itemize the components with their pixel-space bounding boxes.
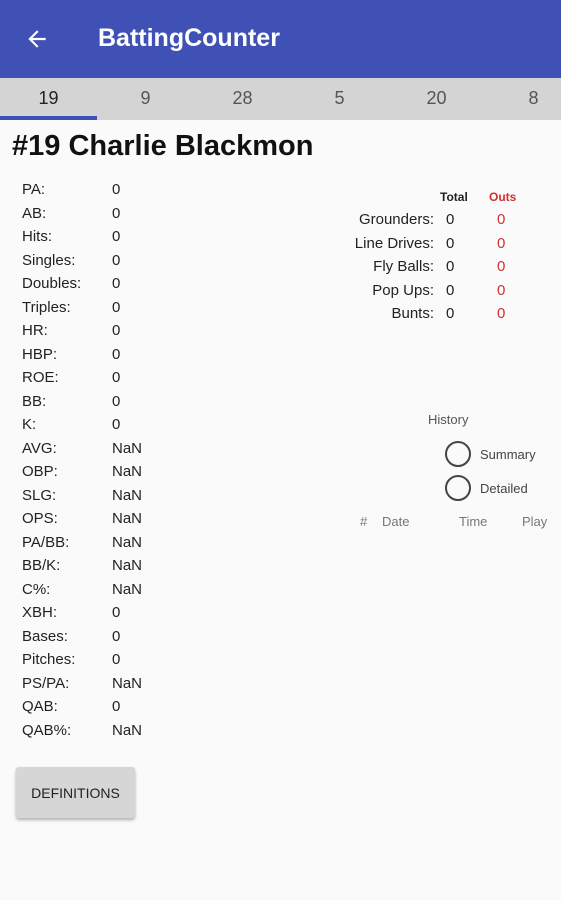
batted-ball-row [340,208,561,232]
batted-ball-label: Grounders: [358,211,434,229]
radio-detailed-label: Detailed [480,480,528,496]
stat-value: 0 [112,298,121,316]
history-columns [358,514,561,532]
stat-value: 0 [112,627,121,645]
radio-summary-label: Summary [480,446,536,462]
batted-ball-total: 0 [446,305,455,323]
stat-row [22,202,172,226]
stat-value: 0 [112,651,121,669]
stat-row [22,178,172,202]
stat-row [22,601,172,625]
stat-label: AB: [22,204,47,222]
stat-label: HR: [22,322,48,340]
stat-row [22,507,172,531]
tab-player-19[interactable]: 19 [0,78,97,120]
stat-label: Triples: [22,298,71,316]
batted-ball-outs: 0 [497,258,506,276]
stat-value: 0 [112,204,121,222]
stat-row [22,554,172,578]
stat-label: BB/K: [22,557,61,575]
batted-ball-outs: 0 [497,211,506,229]
stat-value: 0 [112,369,121,387]
stat-row [22,272,172,296]
tab-player-5[interactable]: 5 [334,88,345,108]
stat-value: 0 [112,392,121,410]
definitions-button[interactable]: DEFINITIONS [16,767,135,818]
stat-value: NaN [112,557,143,575]
stat-value: 0 [112,322,121,340]
stat-row [22,249,172,273]
batted-ball-header [340,190,561,208]
stat-row [22,413,172,437]
stat-label: PA: [22,181,46,199]
stat-row [22,484,172,508]
stat-value: NaN [112,463,143,481]
batted-ball-row [340,279,561,303]
stat-row [22,648,172,672]
history-col-time: Time [459,514,488,529]
stat-row [22,343,172,367]
stat-row [22,225,172,249]
stat-label: Doubles: [22,275,82,293]
batted-ball-label: Fly Balls: [373,258,434,276]
stats-list [22,178,172,742]
stat-label: Hits: [22,228,52,246]
stat-value: 0 [112,604,121,622]
stat-value: NaN [112,533,143,551]
radio-detailed[interactable] [445,475,528,501]
stat-label: AVG: [22,439,57,457]
history-col-play: Play [522,514,548,529]
batted-ball-outs: 0 [497,234,506,252]
history-col-number: # [360,514,368,529]
stat-label: Singles: [22,251,76,269]
stat-label: QAB%: [22,721,72,739]
stat-row [22,695,172,719]
stat-value: NaN [112,721,143,739]
radio-circle[interactable] [445,475,471,501]
stat-label: BB: [22,392,47,410]
stat-row [22,578,172,602]
stat-label: OPS: [22,510,58,528]
stat-label: XBH: [22,604,58,622]
batted-ball-row [340,255,561,279]
stat-row [22,460,172,484]
batted-ball-total: 0 [446,234,455,252]
tab-player-8[interactable]: 8 [528,88,539,108]
stat-row [22,719,172,743]
batted-ball-outs: 0 [497,305,506,323]
stat-row [22,319,172,343]
stat-row [22,531,172,555]
player-title: #19 Charlie Blackmon [12,130,314,162]
stat-value: 0 [112,275,121,293]
stat-label: PA/BB: [22,533,70,551]
stat-value: 0 [112,181,121,199]
stat-label: OBP: [22,463,58,481]
stat-row [22,390,172,414]
stat-row [22,437,172,461]
history-label: History [428,412,469,427]
header-spacer [340,190,434,208]
stat-row [22,366,172,390]
radio-circle[interactable] [445,441,471,467]
batted-ball-row [340,232,561,256]
stat-value: 0 [112,228,121,246]
stat-row [22,672,172,696]
arrow-back-icon [24,26,50,52]
batted-ball-table [340,190,561,326]
stat-label: ROE: [22,369,59,387]
stat-value: 0 [112,345,121,363]
stat-row [22,625,172,649]
stat-value: 0 [112,416,121,434]
stat-label: C%: [22,580,51,598]
header-total: Total [440,190,468,204]
batted-ball-label: Bunts: [391,305,434,323]
batted-ball-outs: 0 [497,281,506,299]
stat-value: 0 [112,251,121,269]
stat-value: NaN [112,580,143,598]
stat-value: NaN [112,486,143,504]
stat-value: NaN [112,674,143,692]
stat-value: 0 [112,698,121,716]
batted-ball-total: 0 [446,211,455,229]
app-bar [0,0,561,78]
batted-ball-total: 0 [446,258,455,276]
back-button[interactable] [14,18,60,60]
batted-ball-label: Line Drives: [354,234,434,252]
stat-row [22,296,172,320]
stat-label: QAB: [22,698,58,716]
batted-ball-total: 0 [446,281,455,299]
stat-value: NaN [112,510,143,528]
stat-label: HBP: [22,345,58,363]
radio-summary[interactable] [445,441,536,467]
stat-label: Bases: [22,627,68,645]
stat-label: SLG: [22,486,57,504]
player-tabs [0,78,561,120]
stat-value: NaN [112,439,143,457]
stat-label: PS/PA: [22,674,70,692]
stat-label: K: [22,416,37,434]
batted-ball-row [340,302,561,326]
tab-player-9[interactable]: 9 [140,88,151,108]
stat-label: Pitches: [22,651,76,669]
batted-ball-label: Pop Ups: [372,281,434,299]
app-title: BattingCounter [98,24,280,52]
header-outs: Outs [489,190,517,204]
history-col-date: Date [382,514,410,529]
tab-player-20[interactable]: 20 [426,88,447,108]
tab-player-28[interactable]: 28 [232,88,253,108]
